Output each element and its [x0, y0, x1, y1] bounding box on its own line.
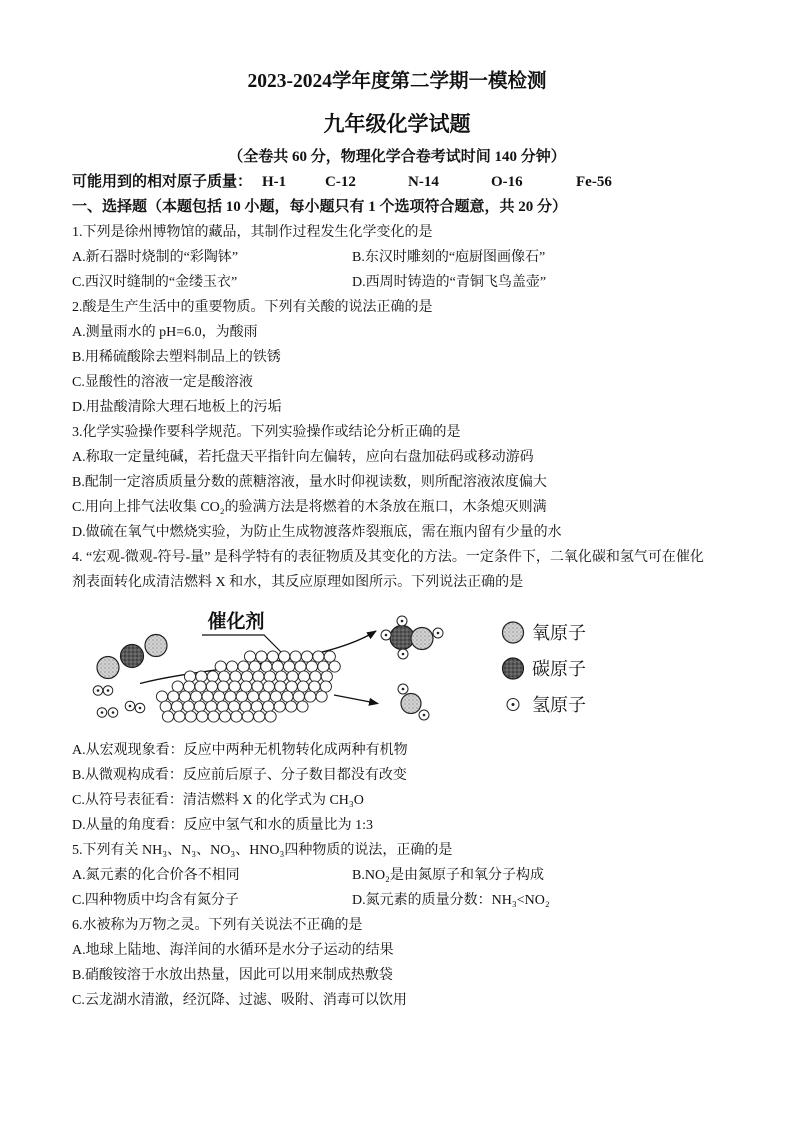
water-molecule: [398, 684, 429, 720]
catalyst-particle: [265, 710, 276, 721]
catalyst-particle: [241, 670, 252, 681]
catalyst-particle: [293, 690, 304, 701]
catalyst-particle: [310, 670, 321, 681]
carbon-atom: [390, 625, 414, 649]
option-d: D.从量的角度看：反应中氢气和水的质量比为 1:3: [72, 817, 373, 833]
catalyst-particle: [313, 650, 324, 661]
catalyst-particle: [267, 650, 278, 661]
option-d: D.做硫在氧气中燃烧实验，为防止生成物渡落炸裂瓶底，需在瓶内留有少量的水: [72, 524, 562, 540]
atomic-masses-line: [72, 170, 722, 195]
hydrogen-molecule: [125, 701, 145, 713]
atomic-mass-o: O-16: [491, 173, 523, 190]
question-3: [72, 420, 722, 545]
catalyst-particle: [231, 710, 242, 721]
exam-subtitle: 九年级化学试题: [323, 112, 471, 136]
catalyst-surface: [156, 650, 340, 721]
question-4: [72, 545, 722, 838]
catalyst-particle: [244, 650, 255, 661]
hydrogen-molecule: [93, 685, 113, 695]
catalyst-particle: [219, 670, 230, 681]
oxygen-atom: [145, 634, 167, 656]
question-2: [72, 295, 722, 420]
catalyst-particle: [195, 680, 206, 691]
question-6: [72, 913, 722, 1013]
hydrogen-atom-core: [112, 711, 115, 714]
catalyst-particle: [184, 680, 195, 691]
atomic-masses-label: 可能用到的相对原子质量：: [72, 173, 253, 190]
question-stem: 3.化学实验操作要科学规范。下列实验操作或结论分析正确的是: [72, 424, 461, 440]
catalyst-particle: [184, 670, 195, 681]
catalyst-particle: [252, 680, 263, 691]
atom-legend: [503, 622, 587, 716]
option-b: B.用稀硫酸除去塑料制品上的铁锈: [72, 349, 281, 365]
oxygen-atom: [411, 627, 433, 649]
option-c: C.四种物质中均含有氮分子: [72, 892, 239, 908]
option-d: D.西周时铸造的“青铜飞鸟盖壶”: [352, 274, 547, 290]
option-row: [72, 245, 722, 270]
catalyst-particle: [309, 680, 320, 691]
catalyst-particle: [229, 700, 240, 711]
catalyst-particle: [172, 680, 183, 691]
catalyst-particle: [253, 670, 264, 681]
atomic-mass-h: H-1: [262, 173, 287, 190]
hydrogen-atom-core: [402, 652, 405, 655]
option-a: A.称取一定量纯碱，若托盘天平指针向左偏转，应向右盘加砝码或移动游码: [72, 449, 534, 465]
catalyst-particle: [215, 660, 226, 671]
catalyst-particle: [217, 700, 228, 711]
hydrogen-atom-core: [437, 631, 440, 634]
option-b: B.硝酸铵溶于水放出热量，因此可以用来制成热敷袋: [72, 967, 393, 983]
catalyst-particle: [213, 690, 224, 701]
hydrogen-atom-core: [402, 687, 405, 690]
option-c: C.从符号表征看：清洁燃料 X 的化学式为 CH₃O: [72, 792, 364, 808]
section-title: 一、选择题（本题包括 10 小题，每小题只有 1 个选项符合题意，共 20 分）: [72, 198, 568, 215]
catalyst-particle: [259, 690, 270, 701]
legend-carbon-swatch: [503, 658, 524, 679]
catalyst-particle: [197, 710, 208, 721]
catalyst-particle: [248, 690, 259, 701]
atomic-mass-n: N-14: [408, 173, 439, 190]
question-stem: 1.下列是徐州博物馆的藏品，其制作过程发生化学变化的是: [72, 224, 433, 240]
reaction-diagram: [72, 595, 722, 738]
catalyst-particle: [256, 650, 267, 661]
catalyst-particle: [263, 700, 274, 711]
catalyst-particle: [156, 690, 167, 701]
catalyst-particle: [306, 660, 317, 671]
reaction-arrow-lower: [334, 695, 378, 704]
hydrogen-atom-core: [423, 713, 426, 716]
legend-oxygen-swatch: [503, 622, 524, 643]
legend-oxygen-label: 氧原子: [532, 622, 586, 644]
carbon-atom: [121, 644, 144, 667]
catalyst-particle: [264, 670, 275, 681]
question-stem-continued: 剂表面转化成清洁燃料 X 和水，其反应原理如图所示。下列说法正确的是: [72, 574, 524, 590]
exam-body: [72, 170, 722, 1013]
catalyst-particle: [318, 660, 329, 671]
catalyst-particle: [316, 690, 327, 701]
catalyst-particle: [225, 690, 236, 701]
catalyst-particle: [279, 650, 290, 661]
catalyst-particle: [275, 680, 286, 691]
catalyst-particle: [329, 660, 340, 671]
catalyst-particle: [272, 660, 283, 671]
question-stem: 2.酸是生产生活中的重要物质。下列有关酸的说法正确的是: [72, 299, 433, 315]
catalyst-particle: [287, 670, 298, 681]
catalyst-particle: [172, 700, 183, 711]
catalyst-particle: [194, 700, 205, 711]
catalyst-particle: [168, 690, 179, 701]
option-d: D.氮元素的质量分数：NH₃<NO₂: [352, 892, 550, 908]
exam-title: 2023-2024学年度第二学期一模检测: [247, 71, 547, 92]
catalyst-particle: [295, 660, 306, 671]
legend-carbon-label: 碳原子: [532, 658, 586, 680]
catalyst-particle: [227, 660, 238, 671]
catalyst-particle: [249, 660, 260, 671]
catalyst-particle: [185, 710, 196, 721]
hydrogen-atom-core: [401, 619, 404, 622]
catalyst-particle: [321, 670, 332, 681]
catalyst-particle: [160, 700, 171, 711]
hydrogen-molecule: [97, 707, 118, 717]
catalyst-particle: [305, 690, 316, 701]
catalyst-particle: [196, 670, 207, 681]
option-a: A.测量雨水的 pH=6.0，为酸雨: [72, 324, 258, 340]
catalyst-particle: [286, 700, 297, 711]
catalyst-particle: [284, 660, 295, 671]
option-row: [72, 863, 722, 888]
catalyst-particle: [238, 660, 249, 671]
option-d: D.用盐酸清除大理石地板上的污垢: [72, 399, 282, 415]
catalyst-particle: [282, 690, 293, 701]
legend-hydrogen-swatch-core: [512, 703, 515, 706]
carbon-dioxide-molecule: [97, 634, 167, 678]
catalyst-particle: [207, 670, 218, 681]
option-b: B.配制一定溶质质量分数的蔗糖溶液，量水时仰视读数，则所配溶液浓度偏大: [72, 474, 547, 490]
catalyst-particle: [236, 690, 247, 701]
catalyst-particle: [206, 700, 217, 711]
catalyst-particle: [240, 700, 251, 711]
catalyst-particle: [230, 670, 241, 681]
option-b: B.东汉时雕刻的“庖厨图画像石”: [352, 249, 546, 265]
hydrogen-atom-core: [385, 633, 388, 636]
catalyst-particle: [324, 650, 335, 661]
question-5: [72, 838, 722, 913]
catalyst-particle: [301, 650, 312, 661]
catalyst-particle: [298, 670, 309, 681]
option-c: C.用向上排气法收集 CO₂的验满方法是将燃着的木条放在瓶口，木条熄灭则满: [72, 499, 547, 515]
option-c: C.云龙湖水清澈，经沉降、过滤、吸附、消毒可以饮用: [72, 992, 407, 1008]
catalyst-particle: [276, 670, 287, 681]
catalyst-particle: [179, 690, 190, 701]
hydrogen-atom-core: [97, 689, 100, 692]
hydrogen-atom-core: [129, 704, 132, 707]
option-a: A.地球上陆地、海洋间的水循环是水分子运动的结果: [72, 942, 394, 958]
option-c: C.西汉时缝制的“金缕玉衣”: [72, 274, 238, 290]
atomic-mass-fe: Fe-56: [576, 173, 612, 190]
reaction-figure: [72, 595, 722, 738]
exam-note: （全卷共 60 分，物理化学合卷考试时间 140 分钟）: [228, 149, 566, 165]
catalyst-particle: [162, 710, 173, 721]
catalyst-particle: [191, 690, 202, 701]
option-a: A.新石器时烧制的“彩陶钵”: [72, 249, 239, 265]
catalyst-particle: [208, 710, 219, 721]
catalyst-particle: [174, 710, 185, 721]
hydrogen-atom-core: [139, 706, 142, 709]
option-b: B.从微观构成看：反应前后原子、分子数目都没有改变: [72, 767, 407, 783]
catalyst-particle: [254, 710, 265, 721]
option-row: [72, 888, 722, 913]
catalyst-particle: [219, 710, 230, 721]
catalyst-particle: [298, 680, 309, 691]
question-1: [72, 220, 722, 295]
catalyst-particle: [261, 660, 272, 671]
oxygen-atom: [97, 656, 119, 678]
catalyst-particle: [286, 680, 297, 691]
question-stem: 4. “宏观-微观-符号-量” 是科学特有的表征物质及其变化的方法。一定条件下，二氧化碳和氢气可在催化: [72, 549, 704, 565]
catalyst-particle: [320, 680, 331, 691]
catalyst-particle: [274, 700, 285, 711]
atomic-mass-c: C-12: [325, 173, 356, 190]
catalyst-particle: [202, 690, 213, 701]
legend-hydrogen-label: 氢原子: [532, 694, 586, 716]
catalyst-particle: [242, 710, 253, 721]
catalyst-particle: [206, 680, 217, 691]
catalyst-particle: [241, 680, 252, 691]
catalyst-particle: [229, 680, 240, 691]
option-a: A.从宏观现象看：反应中两种无机物转化成两种有机物: [72, 742, 408, 758]
catalyst-particle: [263, 680, 274, 691]
option-c: C.显酸性的溶液一定是酸溶液: [72, 374, 253, 390]
catalyst-particle: [290, 650, 301, 661]
hydrogen-atom-core: [107, 689, 110, 692]
catalyst-particle: [270, 690, 281, 701]
catalyst-particle: [218, 680, 229, 691]
hydrogen-atom-core: [101, 711, 104, 714]
option-row: [72, 270, 722, 295]
option-a: A.氮元素的化合价各不相同: [72, 867, 240, 883]
fuel-x-molecule: [381, 616, 443, 659]
oxygen-atom: [401, 693, 421, 713]
question-stem: 6.水被称为万物之灵。下列有关说法不正确的是: [72, 917, 363, 933]
catalyst-particle: [297, 700, 308, 711]
question-stem: 5.下列有关 NH₃、N₃、NO₃、HNO₃四种物质的说法，正确的是: [72, 842, 453, 858]
catalyst-particle: [251, 700, 262, 711]
catalyst-label: 催化剂: [207, 610, 265, 632]
catalyst-particle: [183, 700, 194, 711]
option-b: B.NO₂是由氮原子和氧分子构成: [352, 867, 544, 883]
